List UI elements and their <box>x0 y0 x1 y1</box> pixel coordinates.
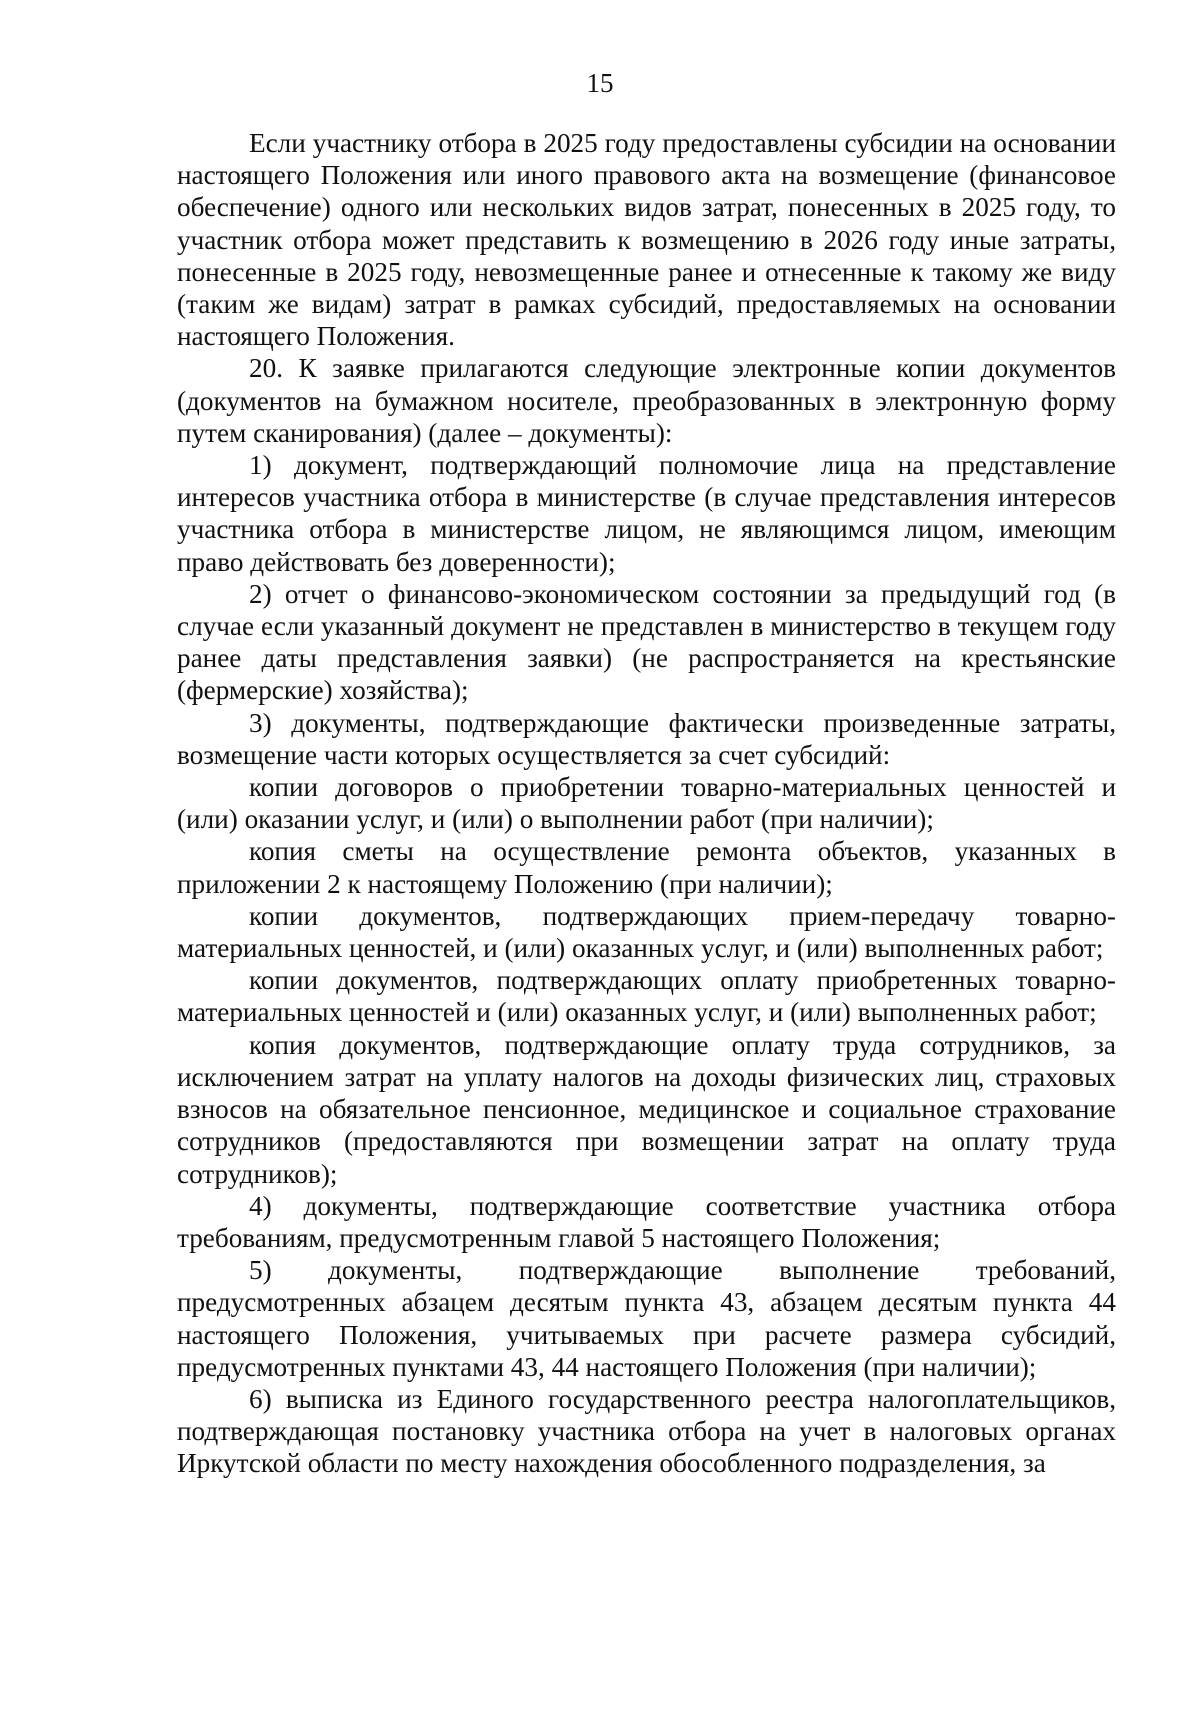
list-item-3: 3) документы, подтверждающие фактически произведенные затраты, возмещение части которых осуществляется за счет субсидий: <box>177 707 1116 770</box>
sub-item-salary: копия документов, подтверждающие оплату труда сотрудников, за исключением затрат на уплату налогов на доходы физических лиц, страховых взносов на обязательное пенсионное, медицинское и социальное страхование сотрудников (предоставляются при возмещении затрат на оплату труда сотрудников); <box>177 1029 1116 1189</box>
list-item-5: 5) документы, подтверждающие выполнение требований, предусмотренных абзацем десятым пункта 43, абзацем десятым пункта 44 настоящего Положения, учитываемых при расчете размера субсидий, предусмотренных пунктами 43, 44 настоящего Положения (при наличии); <box>177 1255 1116 1382</box>
sub-item-acceptance: копии документов, подтверждающих прием-передачу товарно-материальных ценностей, и (или) оказанных услуг, и (или) выполненных работ; <box>177 900 1116 964</box>
list-item-4: 4) документы, подтверждающие соответствие участника отбора требованиям, предусмотренным главой 5 настоящего Положения; <box>177 1190 1116 1253</box>
page-number: 15 <box>586 68 614 98</box>
sub-item-contracts: копии договоров о приобретении товарно-материальных ценностей и (или) оказании услуг, и (или) о выполнении работ (при наличии); <box>177 772 1116 835</box>
list-item-1: 1) документ, подтверждающий полномочие лица на представление интересов участника отбора в министерстве (в случае представления интересов участника отбора в министерстве лицом, не являющимся лицом, имеющим право действовать без доверенности); <box>177 450 1116 577</box>
list-item-2: 2) отчет о финансово-экономическом состоянии за предыдущий год (в случае если указанный документ не представлен в министерство в текущем году ранее даты представления заявки) (не распространяется на крестьянские (фермерские) хозяйства); <box>177 578 1116 706</box>
paragraph-subsidy-2025: Если участнику отбора в 2025 году предоставлены субсидии на основании настоящего Положения или иного правового акта на возмещение (финансовое обеспечение) одного или нескольких видов затрат, понесенных в 2025 году, то участник отбора может представить к возмещению в 2026 году иные затраты, понесенные в 2025 году, невозмещенные ранее и отнесенные к такому же виду (таким же видам) затрат в рамках субсидий, предоставляемых на основании настоящего Положения. <box>177 128 1116 352</box>
list-item-6: 6) выписка из Единого государственного реестра налогоплательщиков, подтверждающая постановку участника отбора на учет в налоговых органах Иркутской области по месту нахождения обособленного подразделения, за <box>177 1383 1116 1479</box>
paragraph-item-20: 20. К заявке прилагаются следующие электронные копии документов (документов на бумажном носителе, преобразованных в электронную форму путем сканирования) (далее – документы): <box>177 353 1116 448</box>
sub-item-payment: копии документов, подтверждающих оплату приобретенных товарно-материальных ценностей и (или) оказанных услуг, и (или) выполненных работ; <box>177 965 1116 1028</box>
sub-item-estimate: копия сметы на осуществление ремонта объектов, указанных в приложении 2 к настоящему Положению (при наличии); <box>177 836 1116 899</box>
document-body <box>177 127 1116 1480</box>
